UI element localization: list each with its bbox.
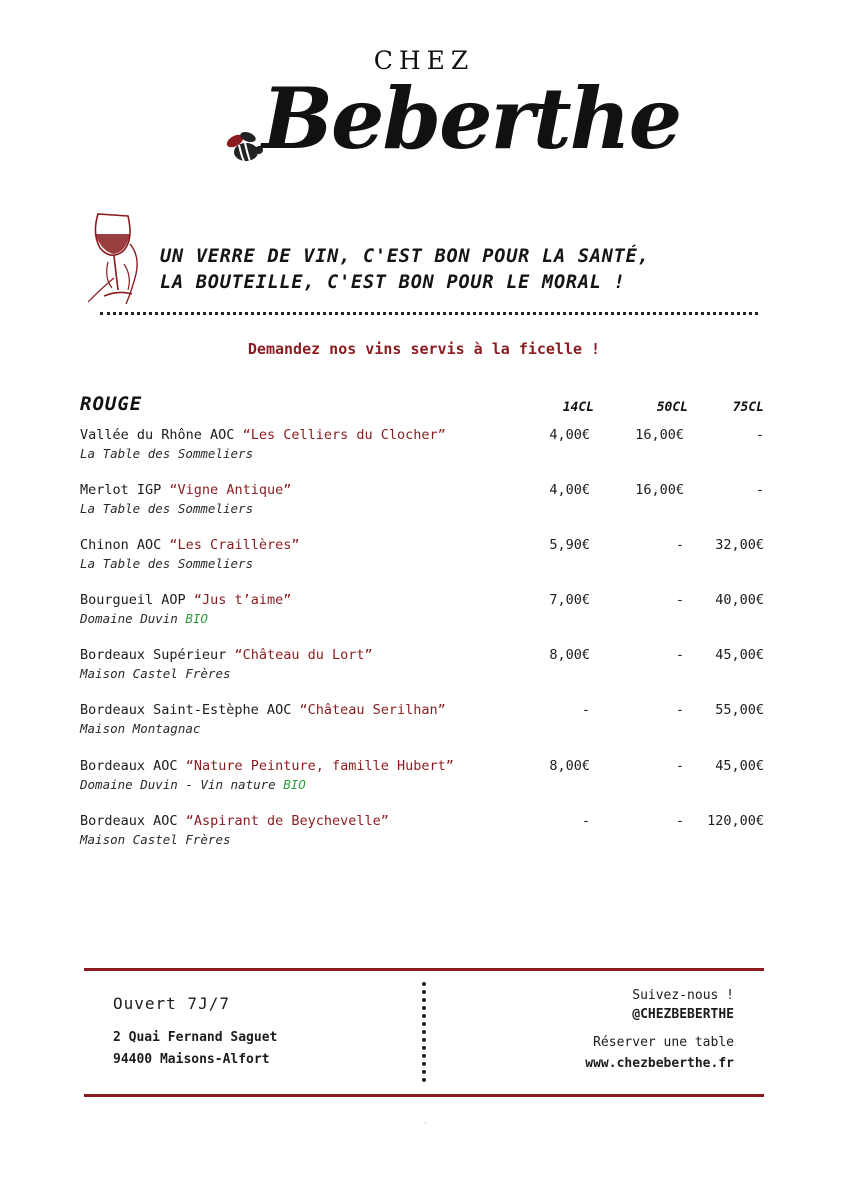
column-header-75cl: 75CL: [732, 400, 764, 415]
wine-row: [80, 592, 770, 640]
price-50cl: -: [675, 702, 684, 718]
social-handle-link[interactable]: @CHEZBEBERTHE: [632, 1007, 734, 1022]
wine-cuvee: “Jus t’aime”: [193, 592, 292, 608]
price-50cl: 16,00€: [635, 427, 684, 443]
wine-cuvee: “Vigne Antique”: [169, 482, 292, 498]
wine-name: Bordeaux AOC: [80, 813, 178, 829]
price-50cl: -: [675, 813, 684, 829]
price-75cl: 55,00€: [715, 702, 764, 718]
price-75cl: 40,00€: [715, 592, 764, 608]
wine-name: Vallée du Rhône AOC: [80, 427, 235, 443]
column-header-14cl: 14CL: [562, 400, 594, 415]
bee-icon: [220, 128, 268, 168]
dotted-separator: [100, 312, 758, 315]
section-title: ROUGE: [80, 393, 143, 415]
slogan: [160, 244, 720, 296]
footer-dotted-divider: [422, 982, 426, 1082]
brand-logo-text: Beberthe: [262, 69, 681, 168]
wine-producer: La Table des Sommeliers: [80, 446, 254, 461]
price-14cl: 5,90€: [549, 537, 590, 553]
wine-producer: Maison Castel Frères: [80, 666, 231, 681]
price-14cl: 4,00€: [549, 427, 590, 443]
wine-producer: La Table des Sommeliers: [80, 556, 254, 571]
bio-badge: BIO: [283, 777, 306, 792]
wine-producer: Domaine Duvin - Vin nature: [80, 777, 276, 792]
price-50cl: -: [675, 537, 684, 553]
wine-row: [80, 482, 770, 530]
wine-cuvee: “Aspirant de Beychevelle”: [185, 813, 389, 829]
wine-cuvee: “Les Celliers du Clocher”: [242, 427, 446, 443]
address-line-2: 94400 Maisons-Alfort: [113, 1052, 270, 1067]
brand-small-text: CHEZ: [373, 46, 475, 75]
price-75cl: -: [755, 427, 764, 443]
address-line-1: 2 Quai Fernand Saguet: [113, 1030, 278, 1045]
price-75cl: 120,00€: [707, 813, 764, 829]
price-50cl: -: [675, 758, 684, 774]
wine-producer: La Table des Sommeliers: [80, 501, 254, 516]
wine-name: Chinon AOC: [80, 537, 162, 553]
price-75cl: 32,00€: [715, 537, 764, 553]
wine-producer: Domaine Duvin: [80, 611, 178, 626]
wine-cuvee: “Château Serilhan”: [299, 702, 446, 718]
price-14cl: -: [581, 813, 590, 829]
price-14cl: 8,00€: [549, 758, 590, 774]
wine-name: Merlot IGP: [80, 482, 162, 498]
column-header-50cl: 50CL: [656, 400, 688, 415]
wine-row: [80, 537, 770, 585]
price-75cl: -: [755, 482, 764, 498]
wine-glass-icon: [84, 204, 156, 308]
wine-cuvee: “Les Craillères”: [169, 537, 300, 553]
wine-row: [80, 702, 770, 750]
price-50cl: -: [675, 592, 684, 608]
price-50cl: -: [675, 647, 684, 663]
footer-top-rule: [84, 968, 764, 971]
price-14cl: -: [581, 702, 590, 718]
wine-name: Bordeaux AOC: [80, 758, 178, 774]
wine-name: Bordeaux Saint-Estèphe AOC: [80, 702, 292, 718]
price-50cl: 16,00€: [635, 482, 684, 498]
wine-row: [80, 647, 770, 695]
wine-cuvee: “Château du Lort”: [234, 647, 373, 663]
follow-us-text: Suivez-nous !: [632, 988, 734, 1003]
wine-row: [80, 427, 770, 475]
slogan-line-1: UN VERRE DE VIN, C'EST BON POUR LA SANTÉ,: [160, 246, 650, 267]
reserve-table-text: Réserver une table: [593, 1035, 734, 1050]
price-14cl: 4,00€: [549, 482, 590, 498]
footer-mark: -: [423, 1118, 428, 1127]
wine-name: Bordeaux Supérieur: [80, 647, 227, 663]
price-14cl: 7,00€: [549, 592, 590, 608]
price-75cl: 45,00€: [715, 758, 764, 774]
wine-row: [80, 758, 770, 806]
wine-producer: Maison Castel Frères: [80, 832, 231, 847]
footer-bottom-rule: [84, 1094, 764, 1097]
price-75cl: 45,00€: [715, 647, 764, 663]
wine-name: Bourgueil AOP: [80, 592, 186, 608]
wine-cuvee: “Nature Peinture, famille Hubert”: [185, 758, 454, 774]
wine-producer: Maison Montagnac: [80, 721, 201, 736]
bio-badge: BIO: [185, 611, 208, 626]
wine-row: [80, 813, 770, 861]
ficelle-notice: Demandez nos vins servis à la ficelle !: [247, 340, 601, 358]
slogan-line-2: LA BOUTEILLE, C'EST BON POUR LE MORAL !: [160, 272, 626, 293]
opening-hours: Ouvert 7J/7: [113, 994, 230, 1013]
price-14cl: 8,00€: [549, 647, 590, 663]
website-link[interactable]: www.chezbeberthe.fr: [585, 1056, 734, 1071]
